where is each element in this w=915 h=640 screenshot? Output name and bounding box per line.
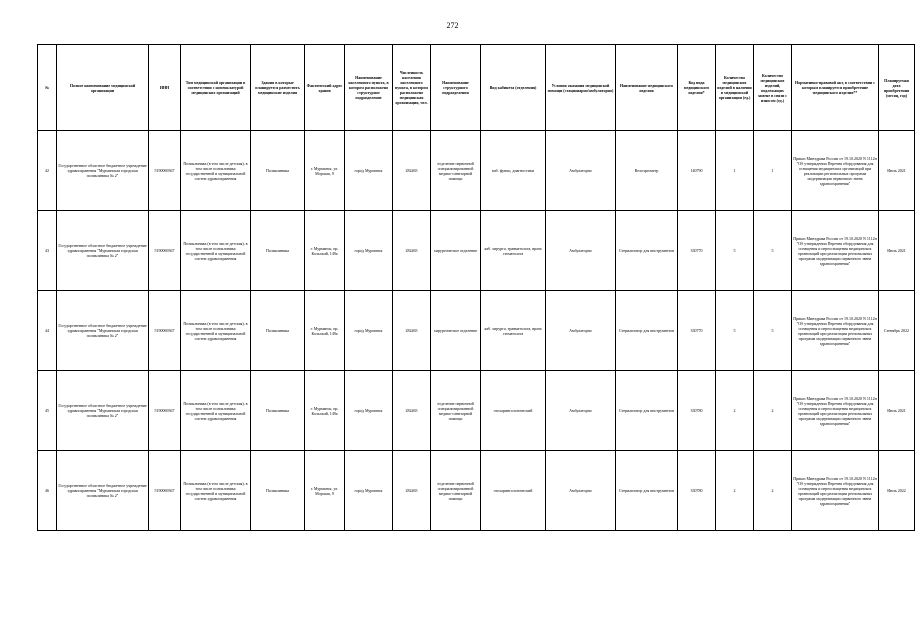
- cell-replace: 5: [754, 291, 792, 371]
- cell-population: 282465: [393, 291, 431, 371]
- cell-inn: 5190069367: [149, 131, 181, 211]
- header-cell: Наименование структурного подразделения: [431, 45, 481, 131]
- cell-org: Государственное областное бюджетное учреждение здравоохранения "Мурманская городская поликлиника № 2": [57, 131, 149, 211]
- header-cell: Код вида медицинского изделия*: [678, 45, 716, 131]
- header-cell: Нормативно-правовой акт, в соответствии с которым планируется приобретение медицинского изделия**: [792, 45, 879, 131]
- cell-code: 140790: [678, 131, 716, 211]
- cell-type: Поликлиника (в том числе детская), в том числе поликлиника государственной и муниципальной систем здравоохранения: [181, 291, 251, 371]
- table-row: [38, 291, 915, 371]
- header-cell: Планируемая дата приобретения (месяц, год): [879, 45, 915, 131]
- cell-settlement: город Мурманск: [345, 211, 393, 291]
- cell-device: Стерилизатор для инструментов: [616, 211, 678, 291]
- cell-org: Государственное областное бюджетное учреждение здравоохранения "Мурманская городская поликлиника № 2": [57, 371, 149, 451]
- cell-num: 42: [38, 131, 57, 211]
- cell-date: Июль 2021: [879, 371, 915, 451]
- cell-unit: хирургическое отделение: [431, 211, 481, 291]
- cell-device: Стерилизатор для инструментов: [616, 451, 678, 531]
- cell-conditions: Амбулаторно: [546, 451, 616, 531]
- cell-inn: 5190069367: [149, 451, 181, 531]
- cell-unit: отделение первичной специализированной медико-санитарной помощи: [431, 371, 481, 451]
- cell-address: г. Мурманск, ул. Морская, 9: [305, 451, 345, 531]
- cell-date: Июль 2021: [879, 211, 915, 291]
- header-cell: ИНН: [149, 45, 181, 131]
- cell-act: Приказ Минздрава России от 19.10.2020 N 1112н "Об утверждении Перечня оборудования для оснащения медицинских организаций при реализации региональных программ модернизации первичного звена здравоохранения": [792, 131, 879, 211]
- cell-settlement: город Мурманск: [345, 451, 393, 531]
- cell-cabinet: каб. хирурга, травматолога, врача стоматолога: [481, 211, 546, 291]
- cell-available: 5: [716, 211, 754, 291]
- cell-building: Поликлиника: [251, 291, 305, 371]
- header-cell: Количество медицинских изделий в наличии в медицинской организации (ед.): [716, 45, 754, 131]
- cell-replace: 1: [754, 131, 792, 211]
- cell-address: г. Мурманск, пр. Кольский, 149а: [305, 291, 345, 371]
- cell-code: 330770: [678, 291, 716, 371]
- cell-building: Поликлиника: [251, 131, 305, 211]
- table-row: [38, 371, 915, 451]
- cell-conditions: Амбулаторно: [546, 371, 616, 451]
- cell-available: 2: [716, 371, 754, 451]
- cell-settlement: город Мурманск: [345, 371, 393, 451]
- cell-unit: отделение первичной специализированной медико-санитарной помощи: [431, 131, 481, 211]
- cell-code: 330770: [678, 211, 716, 291]
- cell-conditions: Амбулаторно: [546, 131, 616, 211]
- cell-date: Июль 2022: [879, 451, 915, 531]
- header-cell: Численность населения населенного пункта, в котором расположено медицинская организация, чел.: [393, 45, 431, 131]
- cell-inn: 5190069367: [149, 291, 181, 371]
- cell-cabinet: каб. хирурга, травматолога, врача стоматолога: [481, 291, 546, 371]
- cell-act: Приказ Минздрава России от 19.10.2020 N 1112н "Об утверждении Перечня оборудования для оснащения и переоснащения медицинских организаций при реализации региональных программ модернизации первичного звена здравоохранения": [792, 291, 879, 371]
- cell-address: г. Мурманск, пр. Кольский, 149а: [305, 211, 345, 291]
- header-cell: Наименование населенного пункта, в котором расположено структурное подразделение: [345, 45, 393, 131]
- header-cell: №: [38, 45, 57, 131]
- cell-device: Стерилизатор для инструментов: [616, 371, 678, 451]
- table-row: [38, 211, 915, 291]
- cell-address: г. Мурманск, ул. Морская, 9: [305, 131, 345, 211]
- cell-unit: хирургическое отделение: [431, 291, 481, 371]
- header-cell: Количество медицинских изделий, подлежащих замене в связи с износом (ед.): [754, 45, 792, 131]
- cell-num: 46: [38, 451, 57, 531]
- cell-conditions: Амбулаторно: [546, 291, 616, 371]
- header-cell: Наименование медицинского изделия: [616, 45, 678, 131]
- cell-conditions: Амбулаторно: [546, 211, 616, 291]
- header-cell: Фактический адрес здания: [305, 45, 345, 131]
- cell-unit: отделение первичной специализированной медико-санитарной помощи: [431, 451, 481, 531]
- table-header-row: [38, 45, 915, 131]
- cell-act: Приказ Минздрава России от 19.10.2020 N 1112н "Об утверждении Перечня оборудования для оснащения и переоснащения медицинских организаций при реализации региональных программ модернизации первичного звена здравоохранения": [792, 211, 879, 291]
- cell-date: Июль 2021: [879, 131, 915, 211]
- cell-population: 282465: [393, 451, 431, 531]
- header-cell: Здания в которые планируется разместить медицинские изделия: [251, 45, 305, 131]
- cell-cabinet: отоларингологический: [481, 451, 546, 531]
- cell-available: 1: [716, 131, 754, 211]
- cell-org: Государственное областное бюджетное учреждение здравоохранения "Мурманская городская поликлиника № 2": [57, 451, 149, 531]
- cell-type: Поликлиника (в том числе детская), в том числе поликлиника государственной и муниципальной систем здравоохранения: [181, 451, 251, 531]
- cell-cabinet: отоларингологический: [481, 371, 546, 451]
- cell-type: Поликлиника (в том числе детская), в том числе поликлиника государственной и муниципальной систем здравоохранения: [181, 211, 251, 291]
- cell-address: г. Мурманск, пр. Кольский, 149а: [305, 371, 345, 451]
- cell-building: Поликлиника: [251, 371, 305, 451]
- cell-available: 5: [716, 291, 754, 371]
- cell-population: 282465: [393, 371, 431, 451]
- equipment-table: [37, 44, 915, 531]
- cell-replace: 2: [754, 451, 792, 531]
- cell-building: Поликлиника: [251, 211, 305, 291]
- cell-inn: 5190069367: [149, 211, 181, 291]
- cell-num: 43: [38, 211, 57, 291]
- cell-code: 330780: [678, 451, 716, 531]
- cell-device: Велоэргометр: [616, 131, 678, 211]
- cell-settlement: город Мурманск: [345, 291, 393, 371]
- cell-available: 2: [716, 451, 754, 531]
- cell-type: Поликлиника (в том числе детская), в том числе поликлиника государственной и муниципальной систем здравоохранения: [181, 131, 251, 211]
- cell-settlement: город Мурманск: [345, 131, 393, 211]
- cell-date: Сентябрь 2022: [879, 291, 915, 371]
- cell-act: Приказ Минздрава России от 19.10.2020 N 1112н "Об утверждении Перечня оборудования для оснащения и переоснащения медицинских организаций при реализации региональных программ модернизации первичного звена здравоохранения": [792, 451, 879, 531]
- cell-num: 44: [38, 291, 57, 371]
- cell-org: Государственное областное бюджетное учреждение здравоохранения "Мурманская городская поликлиника № 2": [57, 211, 149, 291]
- cell-cabinet: каб. функц. диагностики: [481, 131, 546, 211]
- header-cell: Полное наименование медицинской организации: [57, 45, 149, 131]
- cell-population: 282465: [393, 211, 431, 291]
- cell-replace: 5: [754, 211, 792, 291]
- page-number: 272: [446, 21, 459, 30]
- cell-code: 330780: [678, 371, 716, 451]
- cell-num: 45: [38, 371, 57, 451]
- header-cell: Тип медицинской организации в соответствии с номенклатурой медицинских организаций: [181, 45, 251, 131]
- cell-population: 282465: [393, 131, 431, 211]
- cell-org: Государственное областное бюджетное учреждение здравоохранения "Мурманская городская поликлиника № 2": [57, 291, 149, 371]
- cell-building: Поликлиника: [251, 451, 305, 531]
- cell-replace: 2: [754, 371, 792, 451]
- cell-inn: 5190069367: [149, 371, 181, 451]
- header-cell: Вид кабинета (отделения): [481, 45, 546, 131]
- cell-type: Поликлиника (в том числе детская), в том числе поликлиника государственной и муниципальной систем здравоохранения: [181, 371, 251, 451]
- header-cell: Условия оказания медицинской помощи (стационарно/амбулаторно): [546, 45, 616, 131]
- cell-device: Стерилизатор для инструментов: [616, 291, 678, 371]
- cell-act: Приказ Минздрава России от 19.10.2020 N 1112н "Об утверждении Перечня оборудования для оснащения и переоснащения медицинских организаций при реализации региональных программ модернизации первичного звена здравоохранения": [792, 371, 879, 451]
- table-row: [38, 451, 915, 531]
- table-row: [38, 131, 915, 211]
